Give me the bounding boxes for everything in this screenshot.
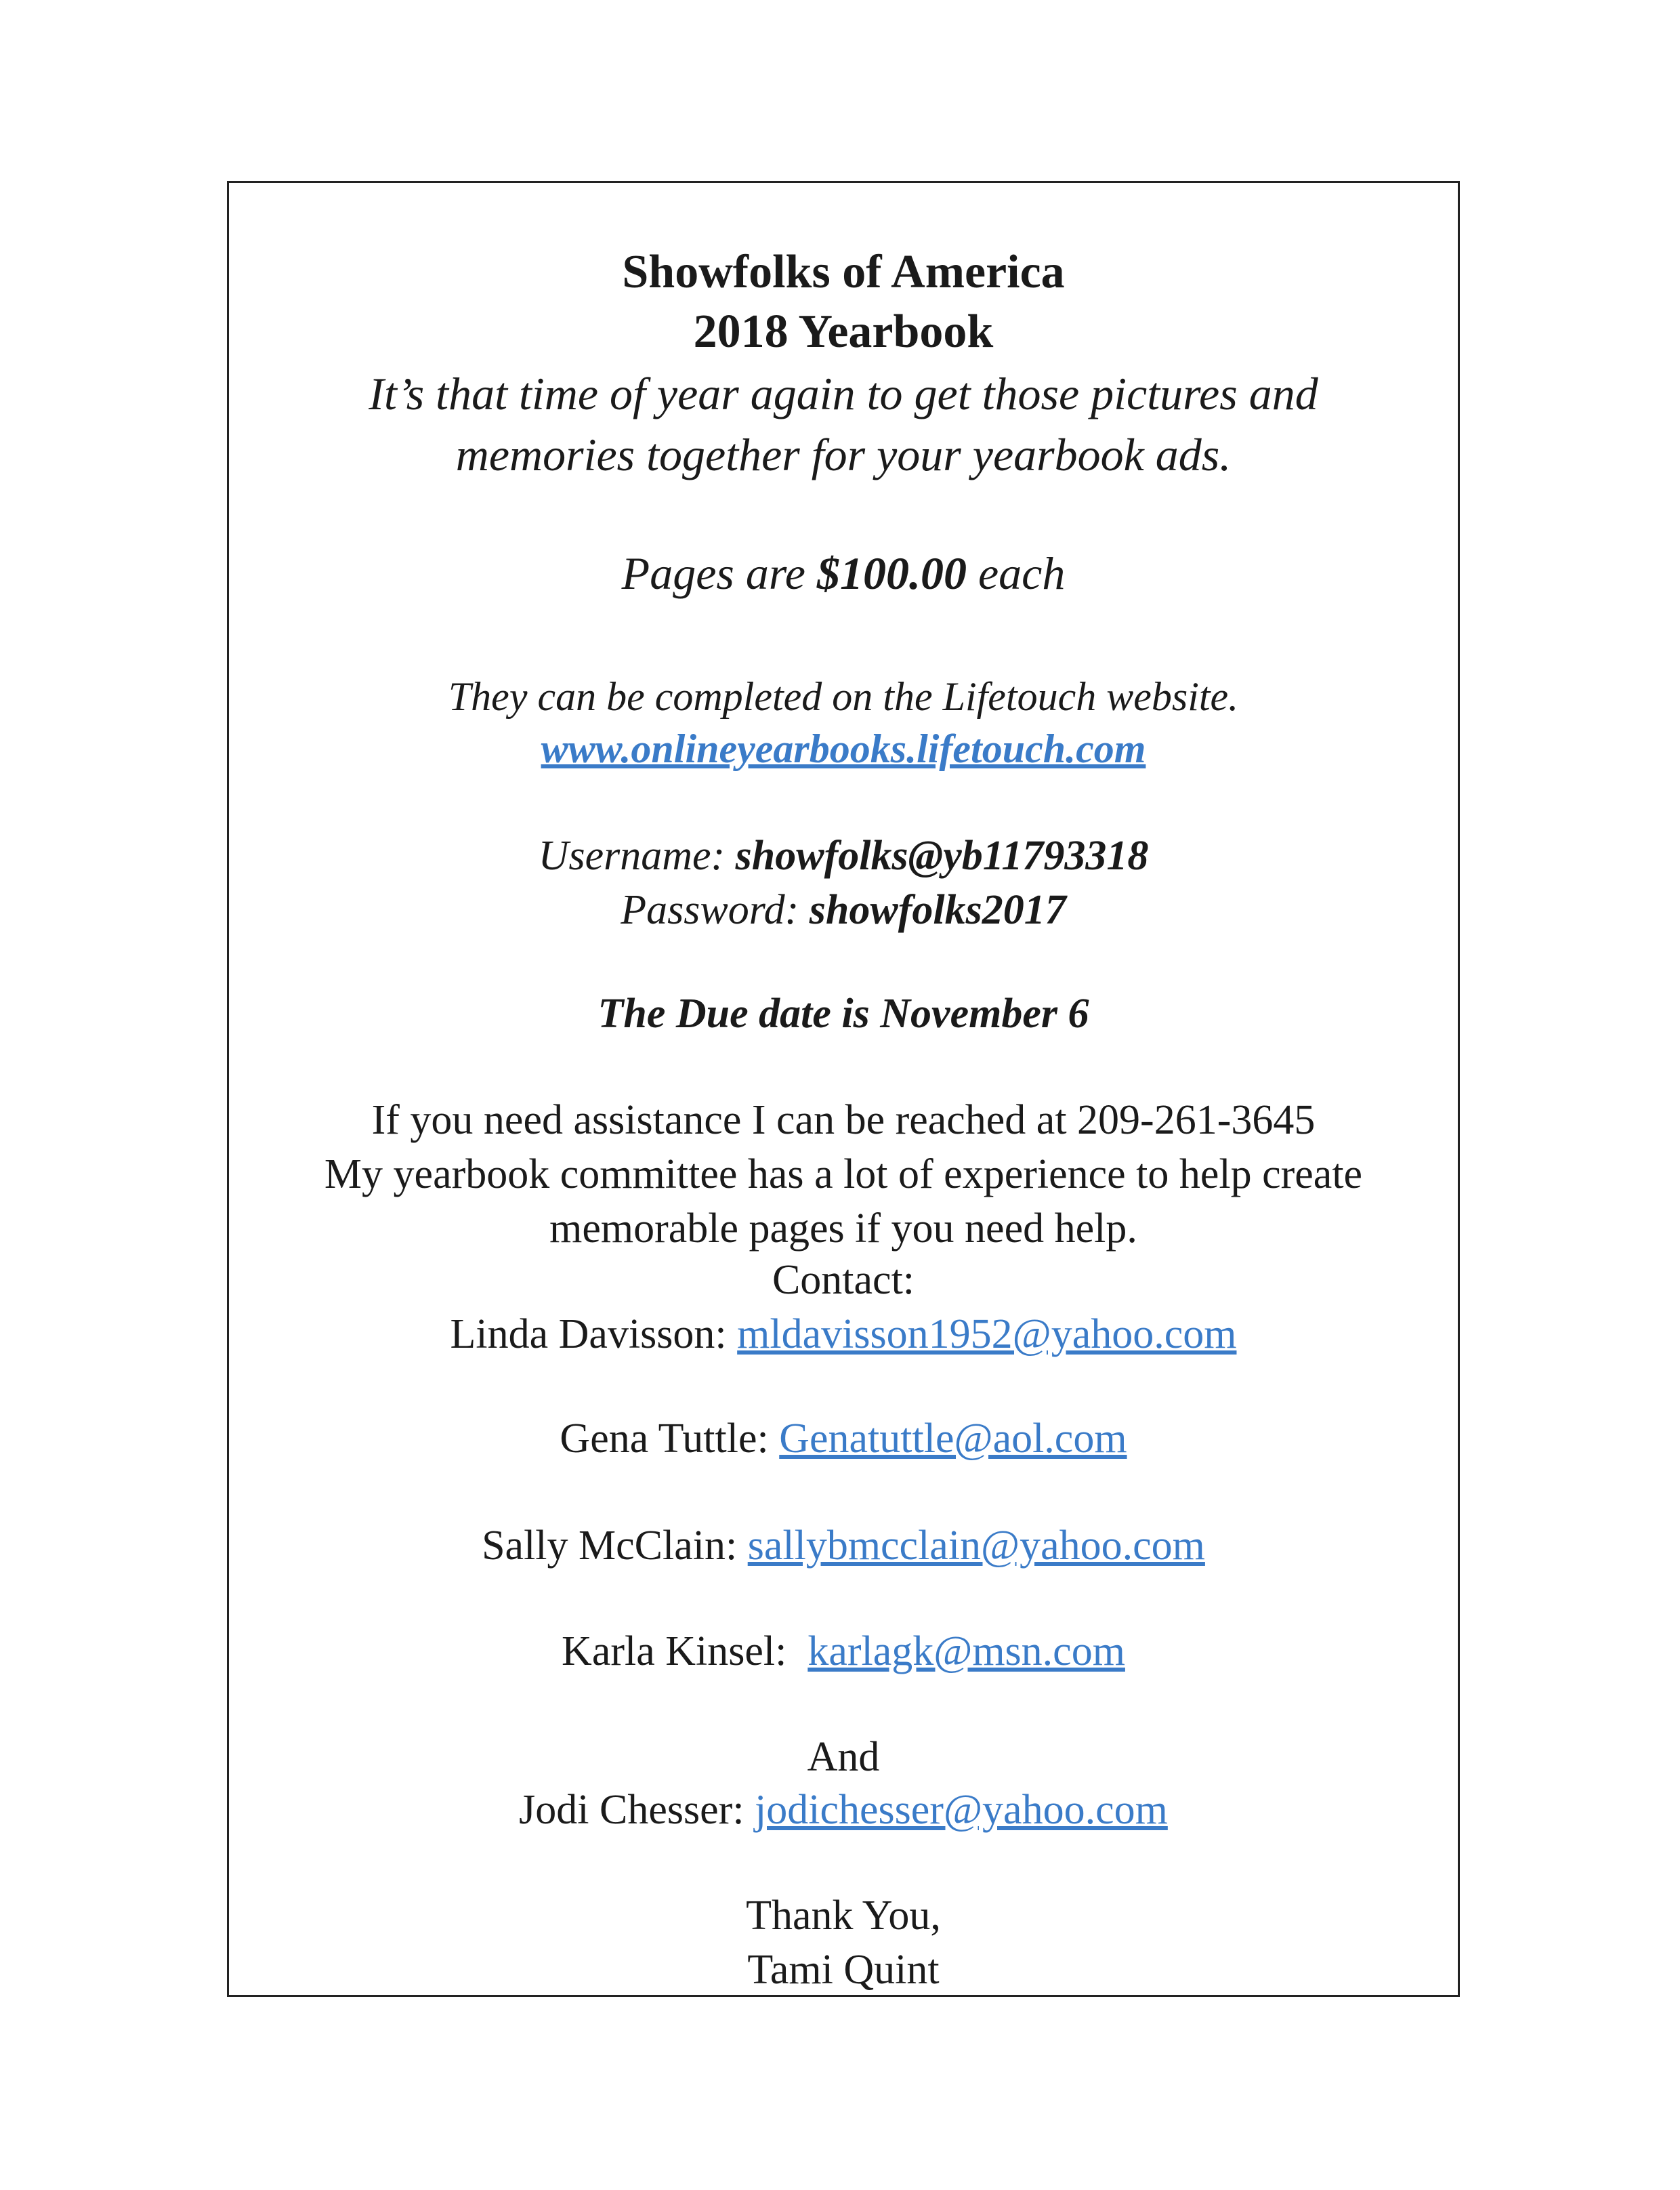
- assistance-line-3: memorable pages if you need help.: [549, 1205, 1137, 1252]
- password-line: [227, 889, 1460, 931]
- pricing-line: [227, 548, 1460, 599]
- username-line: [227, 835, 1460, 877]
- contact-name: Linda Davisson:: [450, 1311, 738, 1357]
- contact-row: [227, 1418, 1460, 1460]
- contact-row: [227, 1789, 1460, 1831]
- closing-thanks: Thank You,: [746, 1893, 941, 1939]
- assistance-line-1: If you need assistance I can be reached at 209-261-3645: [371, 1097, 1316, 1143]
- website-text: They can be completed on the Lifetouch website.: [448, 674, 1239, 719]
- password-value: showfolks2017: [809, 887, 1066, 933]
- username-value: showfolks@yb11793318: [735, 833, 1149, 879]
- contact-email-link[interactable]: karlagk@msn.com: [807, 1628, 1125, 1674]
- intro-line-1: It’s that time of year again to get those pictures and: [369, 368, 1318, 419]
- website-link[interactable]: www.onlineyearbooks.lifetouch.com: [541, 726, 1146, 771]
- contact-row: [227, 1630, 1460, 1672]
- contact-name: Sally McClain:: [482, 1523, 748, 1569]
- contact-email-link[interactable]: mldavisson1952@yahoo.com: [737, 1311, 1237, 1357]
- page-price: $100.00: [816, 548, 967, 599]
- username-label: Username:: [538, 833, 736, 879]
- contact-email-link[interactable]: jodichesser@yahoo.com: [755, 1787, 1168, 1833]
- org-title: Showfolks of America: [622, 246, 1065, 298]
- password-label: Password:: [621, 887, 810, 933]
- pricing-suffix: each: [966, 548, 1066, 599]
- contact-email-link[interactable]: sallybmcclain@yahoo.com: [747, 1523, 1205, 1569]
- contact-name: Jodi Chesser:: [519, 1787, 755, 1833]
- contact-email-link[interactable]: Genatuttle@aol.com: [779, 1416, 1127, 1462]
- contact-name: Gena Tuttle:: [560, 1416, 780, 1462]
- signer-name: Tami Quint: [747, 1947, 940, 1993]
- and-word: And: [807, 1734, 880, 1780]
- pricing-prefix: Pages are: [621, 548, 817, 599]
- intro-line-2: memories together for your yearbook ads.: [455, 429, 1232, 480]
- yearbook-title: 2018 Yearbook: [693, 306, 994, 358]
- assistance-line-2: My yearbook committee has a lot of experience to help create: [324, 1151, 1363, 1197]
- contact-label: Contact:: [772, 1257, 915, 1303]
- contact-row: [227, 1313, 1460, 1355]
- contact-name: Karla Kinsel:: [562, 1628, 808, 1674]
- contact-row: [227, 1525, 1460, 1567]
- due-date: The Due date is November 6: [597, 991, 1089, 1037]
